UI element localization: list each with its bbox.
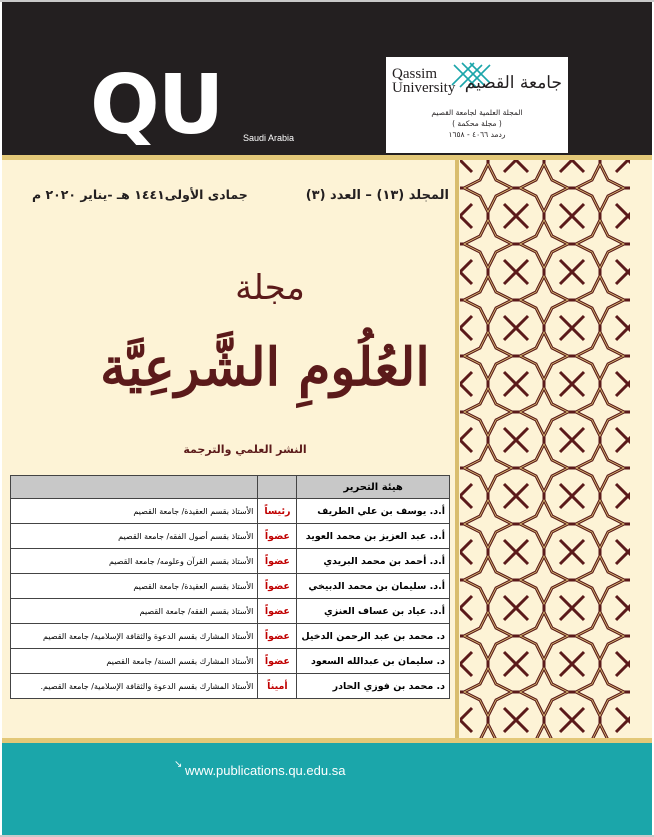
- frame-top: [0, 0, 654, 2]
- table-row: [11, 649, 450, 674]
- member-desc: الأستاذ بقسم الفقه/ جامعة القصيم: [11, 599, 258, 624]
- member-desc: الأستاذ بقسم أصول الفقه/ جامعة القصيم: [11, 524, 258, 549]
- website-url[interactable]: www.publications.qu.edu.sa: [185, 763, 346, 778]
- member-desc: الأستاذ بقسم العقيدة/ جامعة القصيم: [11, 499, 258, 524]
- member-name: أ.د. عياد بن عساف العنزي: [297, 599, 450, 624]
- qassim-university-ar: جامعة القصيم: [464, 73, 562, 93]
- header-blank-role: [258, 476, 297, 499]
- editorial-board-table: [10, 475, 450, 699]
- qu-logo-country: Saudi Arabia: [243, 133, 295, 143]
- university-journal-label: المجلة العلمية لجامعة القصيم: [431, 108, 523, 117]
- member-desc: الأستاذ المشارك بقسم الدعوة والثقافة الإسلامية/ جامعة القصيم: [11, 624, 258, 649]
- header-blank-desc: [11, 476, 258, 499]
- member-role: عضواً: [258, 624, 297, 649]
- table-row: [11, 624, 450, 649]
- member-name: أ.د. يوسف بن علي الطريف: [297, 499, 450, 524]
- member-role: عضواً: [258, 599, 297, 624]
- qassim-university-en: [392, 67, 455, 95]
- cover-header: [2, 2, 652, 155]
- member-name: أ.د. أحمد بن محمد البريدي: [297, 549, 450, 574]
- member-role: أميناً: [258, 674, 297, 699]
- table-row: [11, 549, 450, 574]
- member-name: د. محمد بن فوزي الحادر: [297, 674, 450, 699]
- member-desc: الأستاذ المشارك بقسم السنة/ جامعة القصيم: [11, 649, 258, 674]
- table-row: [11, 499, 450, 524]
- editorial-board-header: هيئة التحرير: [297, 476, 450, 499]
- member-role: عضواً: [258, 574, 297, 599]
- editorial-board-header-row: [11, 476, 450, 499]
- peer-reviewed-label: ( مجلة محكمة ): [452, 119, 502, 128]
- table-row: [11, 674, 450, 699]
- member-desc: الأستاذ بقسم العقيدة/ جامعة القصيم: [11, 574, 258, 599]
- qassim-en-line1: Qassim: [392, 66, 437, 82]
- member-desc: الأستاذ بقسم القرآن وعلومه/ جامعة القصيم: [11, 549, 258, 574]
- qassim-subtitle: [392, 107, 562, 140]
- table-row: [11, 524, 450, 549]
- member-name: د. محمد بن عبد الرحمن الدخيل: [297, 624, 450, 649]
- issn-label: ردمد ٤٠٦٦ - ١٦٥٨: [448, 130, 506, 139]
- cover-footer: [2, 743, 652, 835]
- member-name: د. سليمان بن عبدالله السعود: [297, 649, 450, 674]
- journal-title: العُلُومِ الشَّرعِيَّة: [100, 337, 430, 398]
- table-row: [11, 574, 450, 599]
- member-role: عضواً: [258, 524, 297, 549]
- table-row: [11, 599, 450, 624]
- member-role: رئيساً: [258, 499, 297, 524]
- pattern-gold-border: [455, 160, 459, 738]
- volume-issue: المجلد (١٣) – العدد (٣): [305, 188, 449, 203]
- url-arrow-icon: ↘: [174, 759, 183, 770]
- member-name: أ.د. سليمان بن محمد الدبيخي: [297, 574, 450, 599]
- qassim-university-logo-block: [386, 57, 568, 153]
- qassim-en-line2: University: [392, 80, 456, 96]
- qu-logo: QU: [90, 58, 223, 153]
- islamic-geometric-pattern: [460, 160, 630, 738]
- member-desc: الأستاذ المشارك بقسم الدعوة والثقافة الإسلامية/ جامعة القصيم.: [11, 674, 258, 699]
- member-role: عضواً: [258, 549, 297, 574]
- member-role: عضواً: [258, 649, 297, 674]
- journal-word: مجلة: [235, 268, 305, 308]
- member-name: أ.د. عبد العزيز بن محمد العويد: [297, 524, 450, 549]
- issue-date: جمادى الأولى١٤٤١ هـ -يناير ٢٠٢٠ م: [32, 187, 248, 202]
- publisher-label: النشر العلمي والترجمة: [183, 443, 307, 456]
